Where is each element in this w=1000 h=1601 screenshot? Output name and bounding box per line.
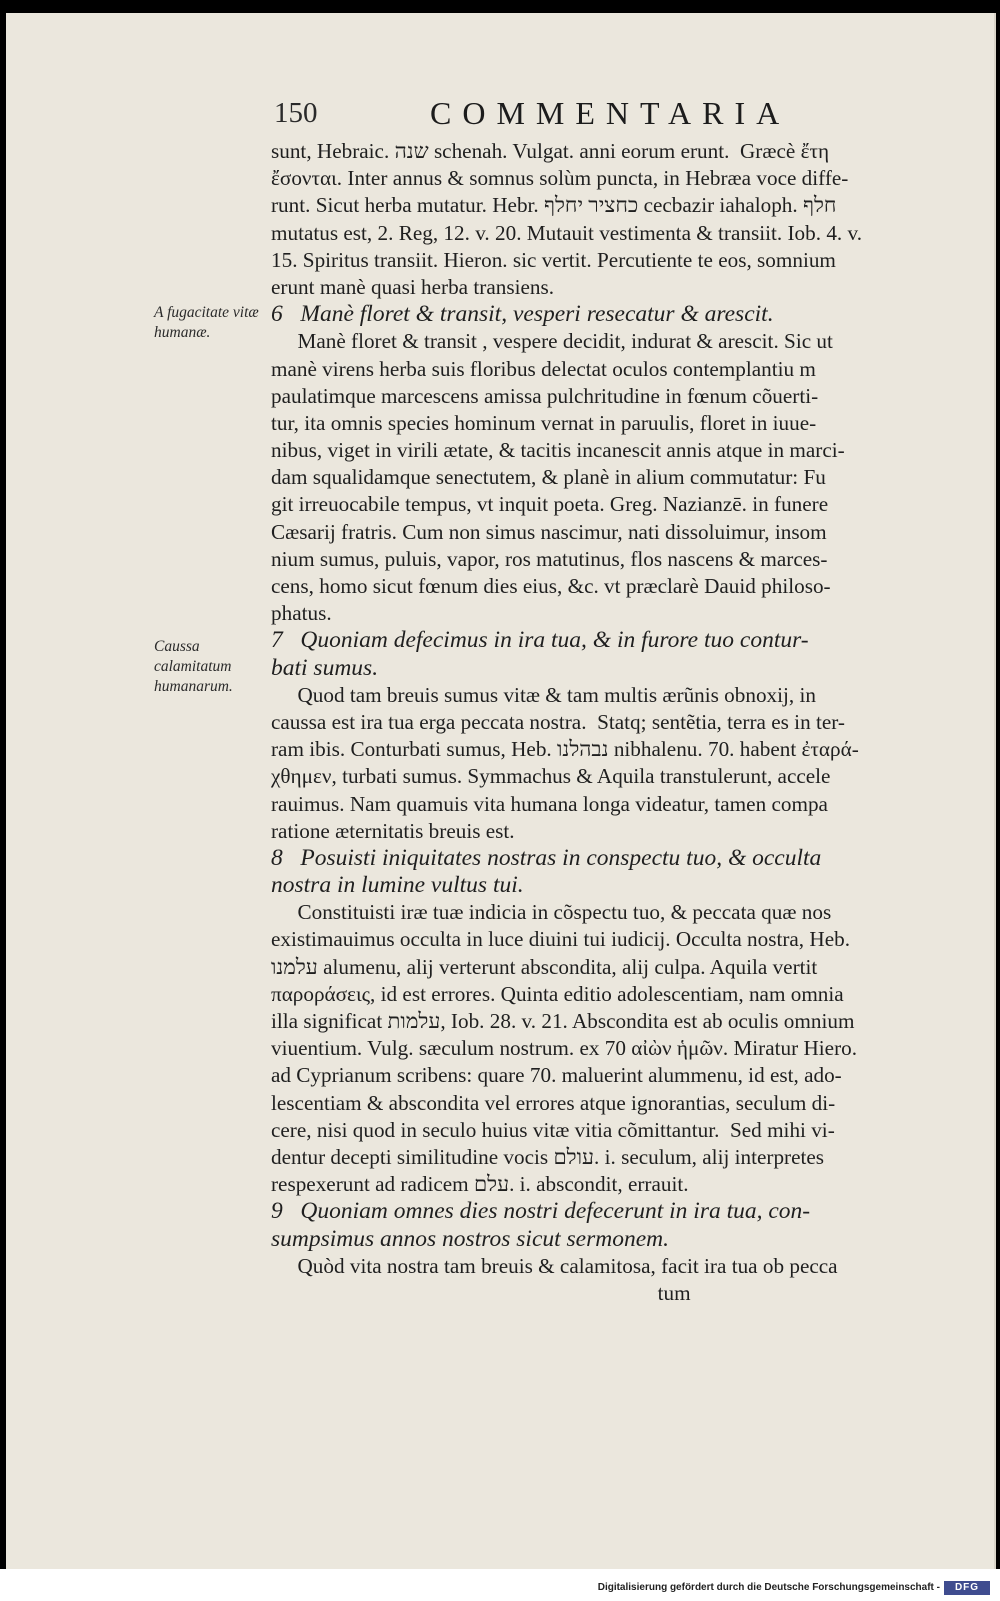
text-line: dam squalidamque senectutem, & planè in alium commutatur: Fu bbox=[271, 465, 826, 490]
running-title: COMMENTARIA bbox=[430, 95, 791, 131]
footer-bar bbox=[0, 1569, 1000, 1601]
text-line: cere, nisi quod in seculo huius vitæ vitia cõmittantur. Sed mihi vi- bbox=[271, 1117, 835, 1142]
text-line: tur, ita omnis species hominum vernat in paruulis, floret in iuue- bbox=[271, 410, 817, 435]
verse-line: nostra in lumine vultus tui. bbox=[271, 872, 524, 899]
text-line: nium sumus, puluis, vapor, ros matutinus, flos nascens & marces- bbox=[271, 546, 828, 571]
page-number: 150 bbox=[274, 97, 318, 129]
margin-note: A fugacitate vitæ humanæ. bbox=[154, 304, 259, 341]
text-line: עלמנו alumenu, alij verterunt abscondita, alij culpa. Aquila vertit bbox=[271, 954, 818, 979]
text-line: paulatimque marcescens amissa pulchritudine in fœnum cõuerti- bbox=[271, 383, 819, 408]
text-line: χθημεν, turbati sumus. Symmachus & Aquila transtulerunt, accele bbox=[271, 764, 831, 789]
text-line: lescentiam & abscondita vel errores atque ignorantias, seculum di- bbox=[271, 1090, 836, 1115]
text-line: existimauimus occulta in luce diuini tui iudicij. Occulta nostra, Heb. bbox=[271, 927, 850, 952]
text-line: runt. Sicut herba mutatur. Hebr. כחציר יחלף cecbazir iahaloph. חלף bbox=[271, 193, 837, 218]
margin-note: Caussa calamitatum humanarum. bbox=[154, 638, 233, 695]
text-line: Cæsarij fratris. Cum non simus nascimur, nati dissoluimur, insom bbox=[271, 519, 827, 544]
text-line: caussa est ira tua erga peccata nostra. Statq; sentẽtia, terra es in ter- bbox=[271, 709, 845, 734]
text-line: ad Cyprianum scribens: quare 70. maluerint alummenu, id est, ado- bbox=[271, 1063, 842, 1088]
verse-line: 8 Posuisti iniquitates nostras in conspectu tuo, & occulta bbox=[271, 844, 822, 871]
text-line: nibus, viget in virili ætate, & tacitis incanescit annis atque in marci- bbox=[271, 438, 845, 463]
verse-line: sumpsimus annos nostros sicut sermonem. bbox=[271, 1225, 669, 1252]
book-page bbox=[6, 13, 996, 1569]
text-line: 15. Spiritus transiit. Hieron. sic vertit. Percutiente te eos, somnium bbox=[271, 247, 836, 272]
text-line: ram ibis. Conturbati sumus, Heb. נבהלנו nibhalenu. 70. habent ἐταρά- bbox=[271, 737, 859, 762]
verse-line: 9 Quoniam omnes dies nostri defecerunt in ira tua, con- bbox=[271, 1198, 811, 1225]
text-line: viuentium. Vulg. sæculum nostrum. ex 70 αἰὼν ἡμῶν. Miratur Hiero. bbox=[271, 1036, 858, 1061]
text-line: ratione æternitatis breuis est. bbox=[271, 818, 515, 843]
text-line: ἔσονται. Inter annus & somnus solùm puncta, in Hebræa voce diffe- bbox=[271, 166, 849, 191]
text-line: illa significat עלמות, Iob. 28. v. 21. Abscondita est ab oculis omnium bbox=[271, 1009, 855, 1033]
dfg-logo: DFG bbox=[944, 1581, 990, 1595]
text-line: dentur decepti similitudine vocis עולם. i. seculum, alij interpretes bbox=[271, 1144, 825, 1169]
text-line: git irreuocabile tempus, vt inquit poeta. Greg. Nazianzē. in funere bbox=[271, 492, 829, 517]
text-line: rauimus. Nam quamuis vita humana longa videatur, tamen compa bbox=[271, 791, 828, 816]
verse-line: bati sumus. bbox=[271, 654, 379, 681]
body-text bbox=[271, 138, 981, 1307]
verse-line: 7 Quoniam defecimus in ira tua, & in furore tuo contur- bbox=[271, 627, 809, 654]
verse-line: 6 Manè floret & transit, vesperi resecatur & arescit. bbox=[271, 301, 774, 328]
running-head bbox=[274, 93, 974, 143]
text-line: Quòd vita nostra tam breuis & calamitosa, facit ira tua ob pecca bbox=[271, 1253, 838, 1278]
text-line: tum bbox=[271, 1280, 691, 1305]
text-line: παροράσεις, id est errores. Quinta editio adolescentiam, nam omnia bbox=[271, 981, 844, 1006]
text-line: Manè floret & transit , vespere decidit, indurat & arescit. Sic ut bbox=[271, 329, 833, 354]
text-line: respexerunt ad radicem עלם. i. abscondit, errauit. bbox=[271, 1172, 689, 1197]
footer-credit: Digitalisierung gefördert durch die Deutsche Forschungsgemeinschaft - bbox=[597, 1582, 940, 1593]
text-line: phatus. bbox=[271, 601, 332, 626]
text-line: erunt manè quasi herba transiens. bbox=[271, 274, 554, 299]
text-line: mutatus est, 2. Reg, 12. v. 20. Mutauit vestimenta & transiit. Iob. 4. v. bbox=[271, 220, 863, 245]
text-line: manè virens herba suis floribus delectat oculos contemplantiu m bbox=[271, 356, 816, 381]
text-line: Quod tam breuis sumus vitæ & tam multis ærũnis obnoxij, in bbox=[271, 682, 816, 707]
text-line: cens, homo sicut fœnum dies eius, &c. vt præclarè Dauid philoso- bbox=[271, 574, 831, 598]
text-line: sunt, Hebraic. שנה schenah. Vulgat. anni eorum erunt. Græcè ἔτη bbox=[271, 139, 830, 163]
text-line: Constituisti iræ tuæ indicia in cõspectu tuo, & peccata quæ nos bbox=[271, 900, 832, 925]
